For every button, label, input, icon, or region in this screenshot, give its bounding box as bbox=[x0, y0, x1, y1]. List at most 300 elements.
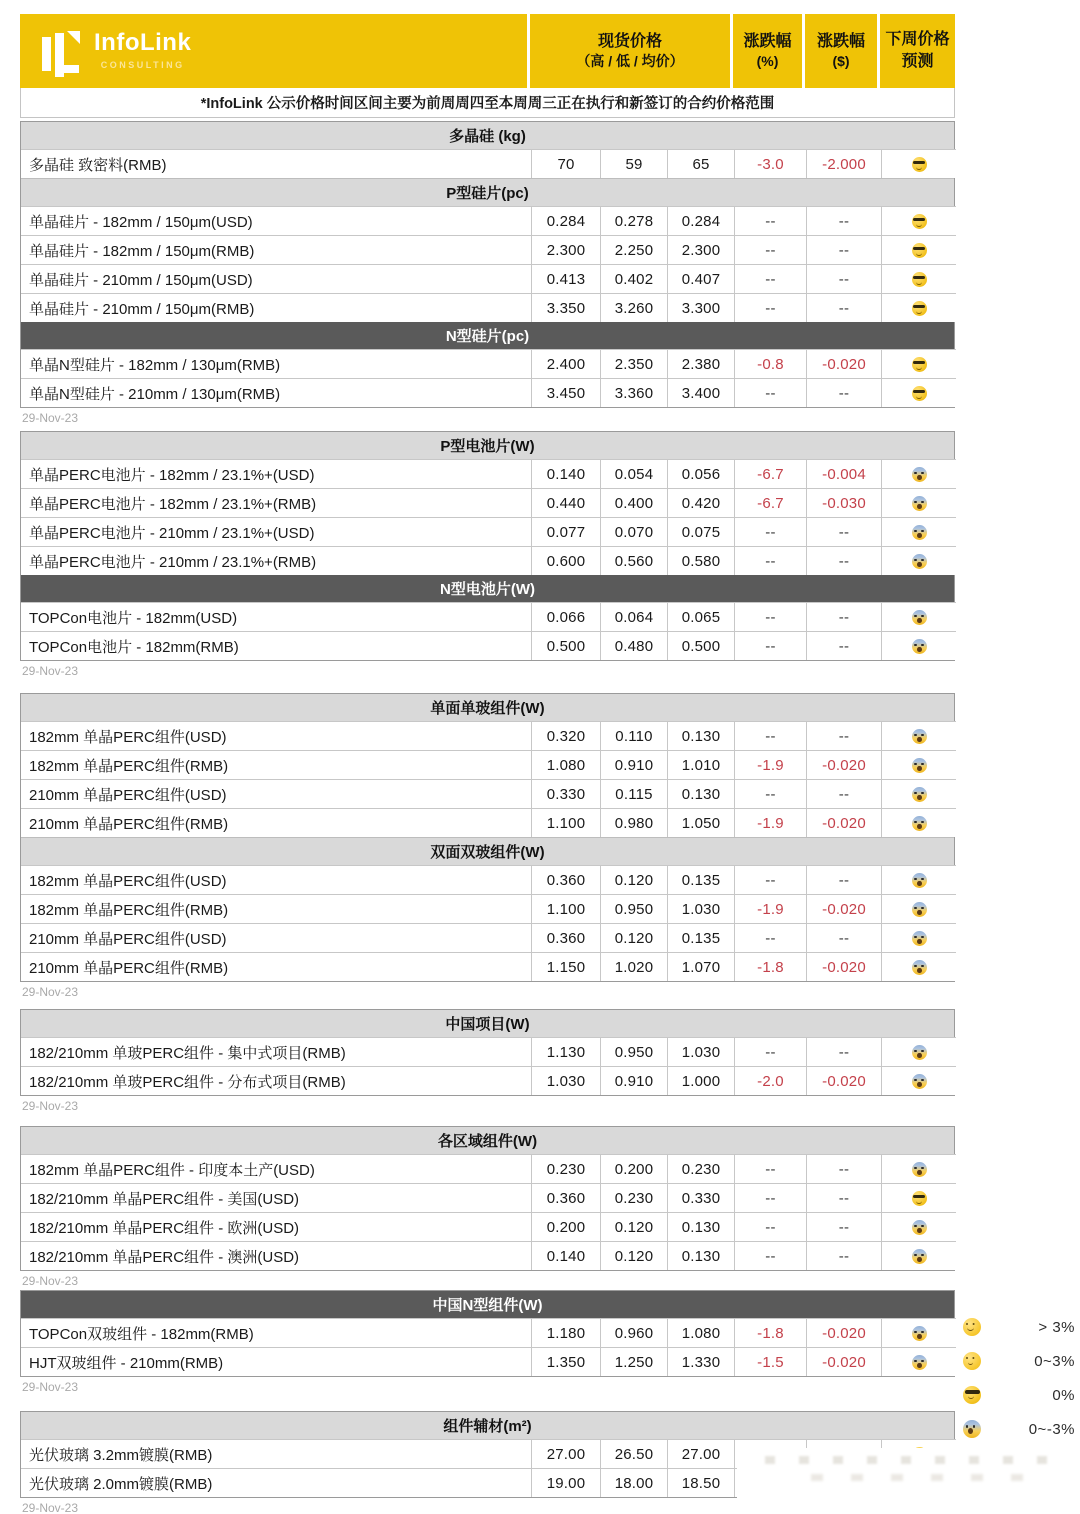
row-label: 光伏玻璃 3.2mm镀膜(RMB) bbox=[21, 1439, 531, 1468]
change-pct-cell: -1.9 bbox=[734, 808, 806, 837]
forecast-cell bbox=[881, 293, 956, 322]
price-row bbox=[21, 602, 954, 631]
scream-emoji-icon bbox=[912, 639, 927, 654]
price-low-cell: 3.360 bbox=[600, 378, 667, 407]
change-usd-line2: ($) bbox=[832, 53, 850, 70]
row-label: 光伏玻璃 2.0mm镀膜(RMB) bbox=[21, 1468, 531, 1497]
row-label: TOPCon双玻组件 - 182mm(RMB) bbox=[21, 1318, 531, 1347]
price-row bbox=[21, 1037, 954, 1066]
price-avg-cell: 1.010 bbox=[667, 750, 734, 779]
price-row bbox=[21, 721, 954, 750]
change-pct-cell: -- bbox=[734, 1212, 806, 1241]
price-low-cell: 0.980 bbox=[600, 808, 667, 837]
cool-emoji-icon bbox=[912, 272, 927, 287]
scream-emoji-icon bbox=[912, 525, 927, 540]
price-avg-cell: 65 bbox=[667, 149, 734, 178]
section-header bbox=[21, 322, 954, 349]
cool-emoji-icon bbox=[912, 301, 927, 316]
price-table bbox=[20, 14, 955, 1514]
cool-emoji-icon bbox=[912, 214, 927, 229]
date-label: 29-Nov-23 bbox=[22, 411, 79, 425]
legend-row bbox=[963, 1344, 1075, 1378]
table-block bbox=[20, 121, 955, 408]
row-label: 210mm 单晶PERC组件(RMB) bbox=[21, 952, 531, 981]
change-pct-cell: -- bbox=[734, 293, 806, 322]
change-pct-cell: -- bbox=[734, 206, 806, 235]
cool-emoji-icon bbox=[912, 157, 927, 172]
obscured-overlay bbox=[737, 1448, 1080, 1500]
row-label: 182/210mm 单晶PERC组件 - 澳洲(USD) bbox=[21, 1241, 531, 1270]
section-header bbox=[21, 694, 954, 721]
section-header bbox=[21, 1010, 954, 1037]
price-row bbox=[21, 235, 954, 264]
cool-emoji-icon bbox=[963, 1386, 981, 1404]
section-title: 中国N型组件(W) bbox=[432, 1297, 543, 1314]
change-pct-cell: -6.7 bbox=[734, 488, 806, 517]
price-low-cell: 0.560 bbox=[600, 546, 667, 575]
price-row bbox=[21, 264, 954, 293]
change-pct-line1: 涨跌幅 bbox=[743, 32, 792, 50]
price-low-cell: 26.50 bbox=[600, 1439, 667, 1468]
price-avg-cell: 1.030 bbox=[667, 1037, 734, 1066]
price-high-cell: 3.350 bbox=[531, 293, 600, 322]
col-header-forecast bbox=[880, 14, 955, 88]
section-header bbox=[21, 1291, 954, 1318]
change-usd-cell: -- bbox=[806, 721, 881, 750]
price-row bbox=[21, 1212, 954, 1241]
price-avg-cell: 0.284 bbox=[667, 206, 734, 235]
price-row bbox=[21, 1347, 954, 1376]
forecast-line1: 下周价格 bbox=[885, 31, 950, 49]
change-usd-cell: -- bbox=[806, 1183, 881, 1212]
date-label: 29-Nov-23 bbox=[22, 1274, 79, 1288]
row-label: TOPCon电池片 - 182mm(USD) bbox=[21, 602, 531, 631]
price-low-cell: 0.200 bbox=[600, 1154, 667, 1183]
scream-emoji-icon bbox=[912, 610, 927, 625]
forecast-cell bbox=[881, 952, 956, 981]
row-label: 单晶PERC电池片 - 182mm / 23.1%+(USD) bbox=[21, 459, 531, 488]
date-label: 29-Nov-23 bbox=[22, 1501, 79, 1514]
price-row bbox=[21, 808, 954, 837]
change-usd-cell: -2.000 bbox=[806, 149, 881, 178]
section-header bbox=[21, 178, 954, 206]
price-low-cell: 1.020 bbox=[600, 952, 667, 981]
spot-price-line1: 现货价格 bbox=[597, 32, 662, 50]
section-title: P型电池片(W) bbox=[440, 438, 535, 455]
price-row bbox=[21, 349, 954, 378]
price-avg-cell: 0.130 bbox=[667, 779, 734, 808]
forecast-cell bbox=[881, 546, 956, 575]
price-high-cell: 1.080 bbox=[531, 750, 600, 779]
price-high-cell: 0.360 bbox=[531, 1183, 600, 1212]
section-title: 组件辅材(m²) bbox=[443, 1418, 532, 1435]
row-label: 182mm 单晶PERC组件(USD) bbox=[21, 865, 531, 894]
change-usd-cell: -- bbox=[806, 1154, 881, 1183]
price-row bbox=[21, 206, 954, 235]
row-label: 182mm 单晶PERC组件(RMB) bbox=[21, 750, 531, 779]
section-title: 中国项目(W) bbox=[445, 1016, 530, 1033]
forecast-cell bbox=[881, 1154, 956, 1183]
price-avg-cell: 2.300 bbox=[667, 235, 734, 264]
forecast-cell bbox=[881, 779, 956, 808]
spot-price-line2: （高 / 低 / 均价） bbox=[576, 53, 684, 70]
price-high-cell: 0.500 bbox=[531, 631, 600, 660]
price-row bbox=[21, 1183, 954, 1212]
section-title: P型硅片(pc) bbox=[446, 185, 529, 202]
table-block bbox=[20, 431, 955, 661]
change-usd-cell: -- bbox=[806, 546, 881, 575]
price-avg-cell: 0.580 bbox=[667, 546, 734, 575]
price-high-cell: 0.320 bbox=[531, 721, 600, 750]
price-low-cell: 0.054 bbox=[600, 459, 667, 488]
price-low-cell: 0.950 bbox=[600, 1037, 667, 1066]
price-low-cell: 2.250 bbox=[600, 235, 667, 264]
scream-emoji-icon bbox=[912, 1045, 927, 1060]
price-high-cell: 1.180 bbox=[531, 1318, 600, 1347]
row-label: 单晶硅片 - 210mm / 150μm(RMB) bbox=[21, 293, 531, 322]
scream-emoji-icon bbox=[912, 467, 927, 482]
scream-emoji-icon bbox=[912, 931, 927, 946]
price-avg-cell: 1.330 bbox=[667, 1347, 734, 1376]
price-high-cell: 1.030 bbox=[531, 1066, 600, 1095]
row-label: 182mm 单晶PERC组件(RMB) bbox=[21, 894, 531, 923]
legend-row bbox=[963, 1378, 1075, 1412]
change-usd-cell: -- bbox=[806, 1212, 881, 1241]
col-header-change-usd bbox=[805, 14, 880, 88]
change-usd-cell: -- bbox=[806, 923, 881, 952]
cool-emoji-icon bbox=[912, 357, 927, 372]
section-title: 单面单玻组件(W) bbox=[430, 700, 545, 717]
change-usd-cell: -0.020 bbox=[806, 1347, 881, 1376]
forecast-cell bbox=[881, 264, 956, 293]
price-low-cell: 0.120 bbox=[600, 865, 667, 894]
price-low-cell: 0.230 bbox=[600, 1183, 667, 1212]
price-high-cell: 0.600 bbox=[531, 546, 600, 575]
change-pct-cell: -3.0 bbox=[734, 149, 806, 178]
price-high-cell: 0.230 bbox=[531, 1154, 600, 1183]
change-usd-cell: -- bbox=[806, 206, 881, 235]
forecast-cell bbox=[881, 602, 956, 631]
change-usd-cell: -- bbox=[806, 865, 881, 894]
section-title: 各区域组件(W) bbox=[437, 1133, 538, 1150]
price-low-cell: 0.115 bbox=[600, 779, 667, 808]
change-pct-cell: -- bbox=[734, 865, 806, 894]
change-usd-cell: -- bbox=[806, 235, 881, 264]
col-header-change-pct bbox=[733, 14, 805, 88]
price-row bbox=[21, 1241, 954, 1270]
logo-cell bbox=[20, 14, 530, 88]
change-pct-cell: -1.8 bbox=[734, 952, 806, 981]
price-row bbox=[21, 517, 954, 546]
forecast-cell bbox=[881, 235, 956, 264]
price-avg-cell: 0.130 bbox=[667, 1241, 734, 1270]
forecast-cell bbox=[881, 923, 956, 952]
price-high-cell: 3.450 bbox=[531, 378, 600, 407]
price-high-cell: 0.440 bbox=[531, 488, 600, 517]
change-usd-cell: -0.020 bbox=[806, 349, 881, 378]
change-pct-cell: -- bbox=[734, 546, 806, 575]
row-label: 182/210mm 单玻PERC组件 - 分布式项目(RMB) bbox=[21, 1066, 531, 1095]
row-label: 182/210mm 单晶PERC组件 - 美国(USD) bbox=[21, 1183, 531, 1212]
table-block bbox=[20, 1290, 955, 1377]
change-usd-cell: -0.020 bbox=[806, 894, 881, 923]
price-high-cell: 1.150 bbox=[531, 952, 600, 981]
forecast-cell bbox=[881, 721, 956, 750]
price-avg-cell: 1.080 bbox=[667, 1318, 734, 1347]
change-usd-cell: -- bbox=[806, 293, 881, 322]
price-avg-cell: 0.130 bbox=[667, 1212, 734, 1241]
forecast-cell bbox=[881, 808, 956, 837]
row-label: 210mm 单晶PERC组件(USD) bbox=[21, 779, 531, 808]
scream-emoji-icon bbox=[912, 902, 927, 917]
forecast-cell bbox=[881, 1212, 956, 1241]
brand-name: InfoLink bbox=[94, 28, 192, 56]
price-avg-cell: 1.050 bbox=[667, 808, 734, 837]
forecast-line2: 预测 bbox=[901, 53, 934, 70]
date-label: 29-Nov-23 bbox=[22, 985, 79, 999]
price-low-cell: 0.120 bbox=[600, 923, 667, 952]
forecast-cell bbox=[881, 631, 956, 660]
row-label: 单晶PERC电池片 - 210mm / 23.1%+(RMB) bbox=[21, 546, 531, 575]
change-pct-cell: -- bbox=[734, 1037, 806, 1066]
price-high-cell: 0.066 bbox=[531, 602, 600, 631]
change-usd-cell: -0.030 bbox=[806, 488, 881, 517]
price-high-cell: 2.400 bbox=[531, 349, 600, 378]
scream-emoji-icon bbox=[912, 729, 927, 744]
section-header bbox=[21, 1412, 954, 1439]
row-label: 182mm 单晶PERC组件(USD) bbox=[21, 721, 531, 750]
change-usd-cell: -0.020 bbox=[806, 808, 881, 837]
scream-emoji-icon bbox=[912, 758, 927, 773]
forecast-cell bbox=[881, 865, 956, 894]
change-usd-cell: -- bbox=[806, 1037, 881, 1066]
change-pct-cell: -- bbox=[734, 923, 806, 952]
price-low-cell: 0.402 bbox=[600, 264, 667, 293]
date-label: 29-Nov-23 bbox=[22, 664, 79, 678]
table-header-band bbox=[20, 14, 955, 88]
price-high-cell: 0.330 bbox=[531, 779, 600, 808]
change-pct-cell: -2.0 bbox=[734, 1066, 806, 1095]
change-pct-cell: -- bbox=[734, 631, 806, 660]
legend-label: 0% bbox=[1052, 1386, 1075, 1404]
scream-emoji-icon bbox=[912, 787, 927, 802]
scream-emoji-icon bbox=[912, 1249, 927, 1264]
table-block bbox=[20, 1009, 955, 1096]
price-high-cell: 0.200 bbox=[531, 1212, 600, 1241]
price-note: *InfoLink 公示价格时间区间主要为前周周四至本周周三正在执行和新签订的合约价格范围 bbox=[20, 88, 955, 118]
change-pct-cell: -- bbox=[734, 517, 806, 546]
scream-emoji-icon bbox=[912, 1162, 927, 1177]
row-label: 210mm 单晶PERC组件(RMB) bbox=[21, 808, 531, 837]
price-high-cell: 1.100 bbox=[531, 894, 600, 923]
forecast-cell bbox=[881, 206, 956, 235]
price-high-cell: 2.300 bbox=[531, 235, 600, 264]
price-high-cell: 27.00 bbox=[531, 1439, 600, 1468]
price-row bbox=[21, 865, 954, 894]
scream-emoji-icon bbox=[912, 960, 927, 975]
section-header bbox=[21, 122, 954, 149]
section-title: 多晶硅 (kg) bbox=[449, 128, 526, 145]
price-avg-cell: 0.056 bbox=[667, 459, 734, 488]
price-high-cell: 19.00 bbox=[531, 1468, 600, 1497]
change-pct-cell: -- bbox=[734, 779, 806, 808]
price-row bbox=[21, 293, 954, 322]
forecast-cell bbox=[881, 1037, 956, 1066]
price-avg-cell: 1.030 bbox=[667, 894, 734, 923]
scream-emoji-icon bbox=[912, 1074, 927, 1089]
table-block bbox=[20, 693, 955, 982]
price-avg-cell: 0.230 bbox=[667, 1154, 734, 1183]
price-low-cell: 0.064 bbox=[600, 602, 667, 631]
price-high-cell: 0.140 bbox=[531, 1241, 600, 1270]
price-low-cell: 0.120 bbox=[600, 1241, 667, 1270]
change-pct-cell: -6.7 bbox=[734, 459, 806, 488]
change-pct-cell: -- bbox=[734, 235, 806, 264]
legend-row bbox=[963, 1310, 1075, 1344]
price-low-cell: 0.960 bbox=[600, 1318, 667, 1347]
price-high-cell: 0.140 bbox=[531, 459, 600, 488]
price-low-cell: 2.350 bbox=[600, 349, 667, 378]
change-usd-line1: 涨跌幅 bbox=[816, 32, 865, 50]
row-label: 单晶PERC电池片 - 210mm / 23.1%+(USD) bbox=[21, 517, 531, 546]
price-row bbox=[21, 923, 954, 952]
price-low-cell: 18.00 bbox=[600, 1468, 667, 1497]
change-pct-cell: -- bbox=[734, 264, 806, 293]
scream-emoji-icon bbox=[912, 873, 927, 888]
scream-emoji-icon bbox=[963, 1420, 981, 1438]
slight-emoji-icon bbox=[963, 1352, 981, 1370]
price-row bbox=[21, 459, 954, 488]
date-label: 29-Nov-23 bbox=[22, 1099, 79, 1113]
price-row bbox=[21, 631, 954, 660]
row-label: 单晶N型硅片 - 182mm / 130μm(RMB) bbox=[21, 349, 531, 378]
legend-label: 0~3% bbox=[1034, 1352, 1075, 1370]
change-pct-cell: -- bbox=[734, 721, 806, 750]
forecast-cell bbox=[881, 1066, 956, 1095]
change-usd-cell: -0.020 bbox=[806, 1066, 881, 1095]
row-label: 单晶N型硅片 - 210mm / 130μm(RMB) bbox=[21, 378, 531, 407]
smile-emoji-icon bbox=[963, 1318, 981, 1336]
change-pct-cell: -1.9 bbox=[734, 750, 806, 779]
cool-emoji-icon bbox=[912, 243, 927, 258]
price-row bbox=[21, 378, 954, 407]
price-avg-cell: 0.330 bbox=[667, 1183, 734, 1212]
price-low-cell: 1.250 bbox=[600, 1347, 667, 1376]
price-avg-cell: 1.000 bbox=[667, 1066, 734, 1095]
scream-emoji-icon bbox=[912, 816, 927, 831]
legend-label: 0~-3% bbox=[1028, 1420, 1075, 1438]
price-low-cell: 59 bbox=[600, 149, 667, 178]
change-usd-cell: -- bbox=[806, 602, 881, 631]
change-pct-line2: (%) bbox=[756, 53, 779, 70]
scream-emoji-icon bbox=[912, 554, 927, 569]
price-low-cell: 0.070 bbox=[600, 517, 667, 546]
section-header bbox=[21, 575, 954, 602]
section-title: N型硅片(pc) bbox=[445, 328, 530, 345]
forecast-cell bbox=[881, 517, 956, 546]
change-usd-cell: -- bbox=[806, 1241, 881, 1270]
price-avg-cell: 0.075 bbox=[667, 517, 734, 546]
section-header bbox=[21, 1127, 954, 1154]
change-usd-cell: -- bbox=[806, 517, 881, 546]
price-low-cell: 0.910 bbox=[600, 750, 667, 779]
forecast-cell bbox=[881, 349, 956, 378]
price-low-cell: 0.950 bbox=[600, 894, 667, 923]
forecast-cell bbox=[881, 459, 956, 488]
section-title: N型电池片(W) bbox=[440, 581, 535, 598]
date-label: 29-Nov-23 bbox=[22, 1380, 79, 1394]
price-high-cell: 0.413 bbox=[531, 264, 600, 293]
row-label: 182/210mm 单晶PERC组件 - 欧洲(USD) bbox=[21, 1212, 531, 1241]
price-avg-cell: 0.420 bbox=[667, 488, 734, 517]
change-usd-cell: -0.020 bbox=[806, 750, 881, 779]
price-row bbox=[21, 1066, 954, 1095]
price-high-cell: 0.284 bbox=[531, 206, 600, 235]
scream-emoji-icon bbox=[912, 1220, 927, 1235]
price-avg-cell: 27.00 bbox=[667, 1439, 734, 1468]
row-label: 单晶硅片 - 210mm / 150μm(USD) bbox=[21, 264, 531, 293]
price-high-cell: 0.360 bbox=[531, 865, 600, 894]
price-avg-cell: 1.070 bbox=[667, 952, 734, 981]
row-label: 182mm 单晶PERC组件 - 印度本土产(USD) bbox=[21, 1154, 531, 1183]
legend-label: > 3% bbox=[1038, 1318, 1075, 1336]
change-usd-cell: -- bbox=[806, 779, 881, 808]
section-title: 双面双玻组件(W) bbox=[430, 844, 545, 861]
price-avg-cell: 0.135 bbox=[667, 865, 734, 894]
row-label: 单晶PERC电池片 - 182mm / 23.1%+(RMB) bbox=[21, 488, 531, 517]
price-low-cell: 0.278 bbox=[600, 206, 667, 235]
price-avg-cell: 0.065 bbox=[667, 602, 734, 631]
row-label: HJT双玻组件 - 210mm(RMB) bbox=[21, 1347, 531, 1376]
forecast-cell bbox=[881, 1183, 956, 1212]
forecast-cell bbox=[881, 1241, 956, 1270]
price-high-cell: 1.350 bbox=[531, 1347, 600, 1376]
price-low-cell: 0.120 bbox=[600, 1212, 667, 1241]
forecast-cell bbox=[881, 378, 956, 407]
price-avg-cell: 18.50 bbox=[667, 1468, 734, 1497]
change-pct-cell: -- bbox=[734, 378, 806, 407]
price-row bbox=[21, 149, 954, 178]
change-usd-cell: -0.004 bbox=[806, 459, 881, 488]
forecast-cell bbox=[881, 488, 956, 517]
row-label: 多晶硅 致密料(RMB) bbox=[21, 149, 531, 178]
row-label: 182/210mm 单玻PERC组件 - 集中式项目(RMB) bbox=[21, 1037, 531, 1066]
change-usd-cell: -- bbox=[806, 631, 881, 660]
row-label: TOPCon电池片 - 182mm(RMB) bbox=[21, 631, 531, 660]
col-header-spot-price bbox=[530, 14, 733, 88]
section-header bbox=[21, 432, 954, 459]
change-pct-cell: -0.8 bbox=[734, 349, 806, 378]
change-pct-cell: -- bbox=[734, 602, 806, 631]
scream-emoji-icon bbox=[912, 1355, 927, 1370]
change-pct-cell: -1.8 bbox=[734, 1318, 806, 1347]
price-row bbox=[21, 779, 954, 808]
price-low-cell: 0.400 bbox=[600, 488, 667, 517]
price-row bbox=[21, 894, 954, 923]
row-label: 210mm 单晶PERC组件(USD) bbox=[21, 923, 531, 952]
legend-row bbox=[963, 1412, 1075, 1446]
price-high-cell: 0.077 bbox=[531, 517, 600, 546]
change-usd-cell: -0.020 bbox=[806, 1318, 881, 1347]
price-row bbox=[21, 546, 954, 575]
price-row bbox=[21, 750, 954, 779]
forecast-cell bbox=[881, 1318, 956, 1347]
price-avg-cell: 0.130 bbox=[667, 721, 734, 750]
forecast-cell bbox=[881, 149, 956, 178]
price-low-cell: 3.260 bbox=[600, 293, 667, 322]
price-row bbox=[21, 1154, 954, 1183]
change-pct-cell: -- bbox=[734, 1241, 806, 1270]
